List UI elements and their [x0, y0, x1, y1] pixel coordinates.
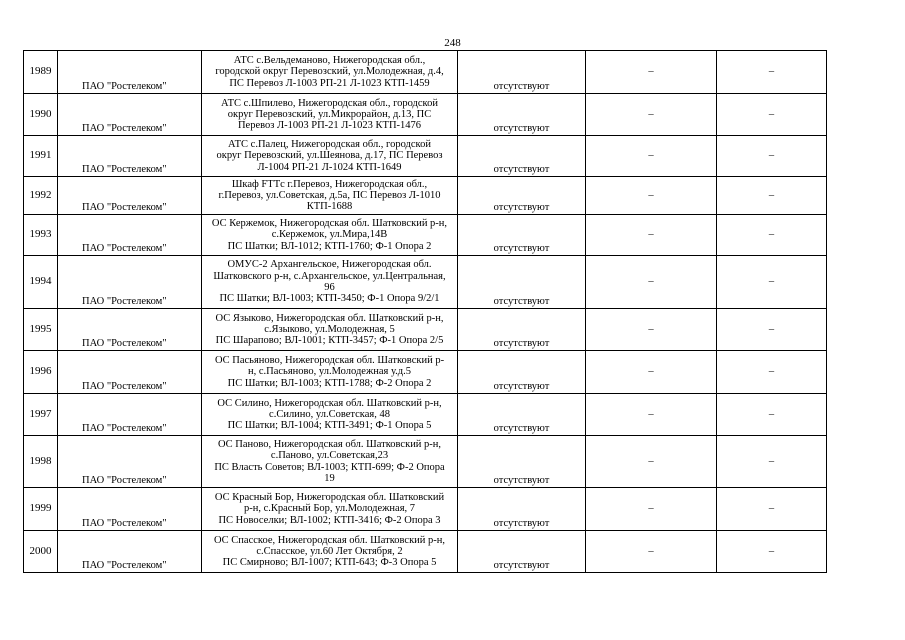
row-number-cell: 1991	[24, 136, 58, 177]
address-line: АТС с.Палец, Нижегородская обл., городской	[227, 139, 431, 151]
row-number-cell: 1996	[24, 351, 58, 394]
table-row	[24, 94, 827, 136]
address-line: с.Силино, ул.Советская, 48	[269, 408, 390, 420]
address-line: с.Языково, ул.Молодежная, 5	[264, 323, 395, 335]
status-cell: отсутствуют	[458, 177, 586, 215]
dash-cell: –	[717, 531, 827, 573]
dash-cell: –	[717, 94, 827, 136]
dash-cell: –	[717, 136, 827, 177]
address-line: ПС Новоселки; ВЛ-1002; КТП-3416; Ф-2 Опора 3	[218, 514, 441, 526]
row-number-cell: 1998	[24, 436, 58, 488]
table-row	[24, 488, 827, 531]
address-line: г.Перевоз, ул.Советская, д.5а, ПС Перевоз Л-1010	[218, 189, 441, 201]
address-line: ПС Шатки; ВЛ-1012; КТП-1760; Ф-1 Опора 2	[227, 240, 432, 252]
status-cell: отсутствуют	[458, 215, 586, 256]
dash-cell: –	[586, 177, 717, 215]
page-number: 248	[444, 37, 461, 49]
row-number-cell: 2000	[24, 531, 58, 573]
address-cell	[202, 531, 458, 573]
status-cell: отсутствуют	[458, 531, 586, 573]
organization-cell: ПАО "Ростелеком"	[58, 215, 202, 256]
dash-cell: –	[717, 256, 827, 309]
organization-cell: ПАО "Ростелеком"	[58, 531, 202, 573]
address-line: округ Перевозский, ул.Микрорайон, д.13, ПС	[227, 108, 432, 120]
address-line: н, с.Пасьяново, ул.Молодежная у.д.5	[248, 366, 411, 378]
address-line: АТС с.Шпилево, Нижегородская обл., городской	[220, 97, 438, 109]
address-line: Шатковского р-н, с.Архангельское, ул.Центральная,	[213, 270, 446, 282]
organization-cell: ПАО "Ростелеком"	[58, 94, 202, 136]
status-cell: отсутствуют	[458, 94, 586, 136]
table-row	[24, 436, 827, 488]
dash-cell: –	[717, 351, 827, 394]
table-row	[24, 215, 827, 256]
address-line: ПС Шарапово; ВЛ-1001; КТП-3457; Ф-1 Опора 2/5	[215, 335, 444, 347]
organization-cell: ПАО "Ростелеком"	[58, 488, 202, 531]
address-cell	[202, 136, 458, 177]
address-cell	[202, 215, 458, 256]
dash-cell: –	[586, 436, 717, 488]
organization-cell: ПАО "Ростелеком"	[58, 136, 202, 177]
dash-cell: –	[586, 256, 717, 309]
row-number-cell: 1999	[24, 488, 58, 531]
address-line: 19	[324, 472, 335, 484]
row-number-cell: 1994	[24, 256, 58, 309]
organization-cell: ПАО "Ростелеком"	[58, 256, 202, 309]
dash-cell: –	[717, 177, 827, 215]
organization-cell: ПАО "Ростелеком"	[58, 436, 202, 488]
organization-cell: ПАО "Ростелеком"	[58, 309, 202, 351]
table-row	[24, 309, 827, 351]
address-line: Шкаф FTTс г.Перевоз, Нижегородская обл.,	[231, 178, 428, 190]
organization-cell: ПАО "Ростелеком"	[58, 394, 202, 436]
dash-cell: –	[586, 488, 717, 531]
address-cell	[202, 51, 458, 94]
dash-cell: –	[717, 488, 827, 531]
dash-cell: –	[586, 351, 717, 394]
dash-cell: –	[586, 136, 717, 177]
address-line: Перевоз Л-1003 РП-21 Л-1023 КТП-1476	[237, 120, 422, 132]
address-line: ОС Красный Бор, Нижегородская обл. Шатковский	[214, 492, 445, 504]
address-cell	[202, 256, 458, 309]
address-line: ПС Шатки; ВЛ-1004; КТП-3491; Ф-1 Опора 5	[227, 420, 432, 432]
table-row	[24, 531, 827, 573]
dash-cell: –	[717, 309, 827, 351]
table-row	[24, 136, 827, 177]
address-line: ОС Спасское, Нижегородская обл. Шатковский р-н,	[213, 534, 446, 546]
row-number-cell: 1995	[24, 309, 58, 351]
status-cell: отсутствуют	[458, 309, 586, 351]
address-line: ОС Пасьяново, Нижегородская обл. Шатковский р-	[214, 355, 445, 367]
row-number-cell: 1990	[24, 94, 58, 136]
address-line: с.Паново, ул.Советская,23	[270, 450, 389, 462]
status-cell: отсутствуют	[458, 256, 586, 309]
status-cell: отсутствуют	[458, 394, 586, 436]
address-line: с.Спасское, ул.60 Лет Октября, 2	[256, 545, 403, 557]
address-line: ОС Паново, Нижегородская обл. Шатковский р-н,	[217, 438, 442, 450]
address-line: с.Кержемок, ул.Мира,14В	[271, 229, 388, 241]
address-line: р-н, с.Красный Бор, ул.Молодежная, 7	[243, 503, 416, 515]
dash-cell: –	[586, 531, 717, 573]
table-row	[24, 394, 827, 436]
dash-cell: –	[586, 394, 717, 436]
dash-cell: –	[586, 51, 717, 94]
address-line: ПС Власть Советов; ВЛ-1003; КТП-699; Ф-2 Опора	[214, 461, 445, 473]
address-line: ПС Шатки; ВЛ-1003; КТП-3450; Ф-1 Опора 9/2/1	[219, 293, 440, 305]
table-row	[24, 351, 827, 394]
address-line: ПС Шатки; ВЛ-1003; КТП-1788; Ф-2 Опора 2	[227, 377, 432, 389]
address-line: ПС Смирново; ВЛ-1007; КТП-643; Ф-3 Опора 5	[222, 557, 437, 569]
row-number-cell: 1993	[24, 215, 58, 256]
address-line: КТП-1688	[306, 201, 353, 213]
dash-cell: –	[717, 51, 827, 94]
address-cell	[202, 351, 458, 394]
organization-cell: ПАО "Ростелеком"	[58, 351, 202, 394]
address-line: Л-1004 РП-21 Л-1024 КТП-1649	[257, 161, 402, 173]
dash-cell: –	[717, 436, 827, 488]
status-cell: отсутствуют	[458, 136, 586, 177]
table-row	[24, 177, 827, 215]
address-line: городской округ Перевозский, ул.Молодежная, д.4,	[215, 66, 444, 78]
status-cell: отсутствуют	[458, 51, 586, 94]
dash-cell: –	[717, 394, 827, 436]
organization-cell: ПАО "Ростелеком"	[58, 177, 202, 215]
address-line: АТС с.Вельдеманово, Нижегородская обл.,	[233, 55, 426, 67]
dash-cell: –	[586, 309, 717, 351]
address-line: ОМУС-2 Архангельское, Нижегородская обл.	[227, 259, 432, 271]
status-cell: отсутствуют	[458, 488, 586, 531]
address-line: ПС Перевоз Л-1003 РП-21 Л-1023 КТП-1459	[229, 77, 430, 89]
table-body	[24, 51, 827, 573]
address-cell	[202, 436, 458, 488]
address-cell	[202, 309, 458, 351]
address-line: ОС Силино, Нижегородская обл. Шатковский р-н,	[217, 397, 442, 409]
table-row	[24, 256, 827, 309]
data-table	[23, 50, 827, 573]
dash-cell: –	[586, 94, 717, 136]
organization-cell: ПАО "Ростелеком"	[58, 51, 202, 94]
table-row	[24, 51, 827, 94]
address-line: ОС Языково, Нижегородская обл. Шатковский р-н,	[215, 312, 444, 324]
address-line: округ Перевозский, ул.Шеянова, д.17, ПС Перевоз	[216, 150, 443, 162]
row-number-cell: 1992	[24, 177, 58, 215]
address-cell	[202, 394, 458, 436]
status-cell: отсутствуют	[458, 351, 586, 394]
row-number-cell: 1989	[24, 51, 58, 94]
address-line: 96	[324, 282, 335, 293]
dash-cell: –	[717, 215, 827, 256]
address-cell	[202, 488, 458, 531]
status-cell: отсутствуют	[458, 436, 586, 488]
address-cell	[202, 94, 458, 136]
address-line: ОС Кержемок, Нижегородская обл. Шатковский р-н,	[211, 218, 448, 230]
address-cell	[202, 177, 458, 215]
dash-cell: –	[586, 215, 717, 256]
row-number-cell: 1997	[24, 394, 58, 436]
